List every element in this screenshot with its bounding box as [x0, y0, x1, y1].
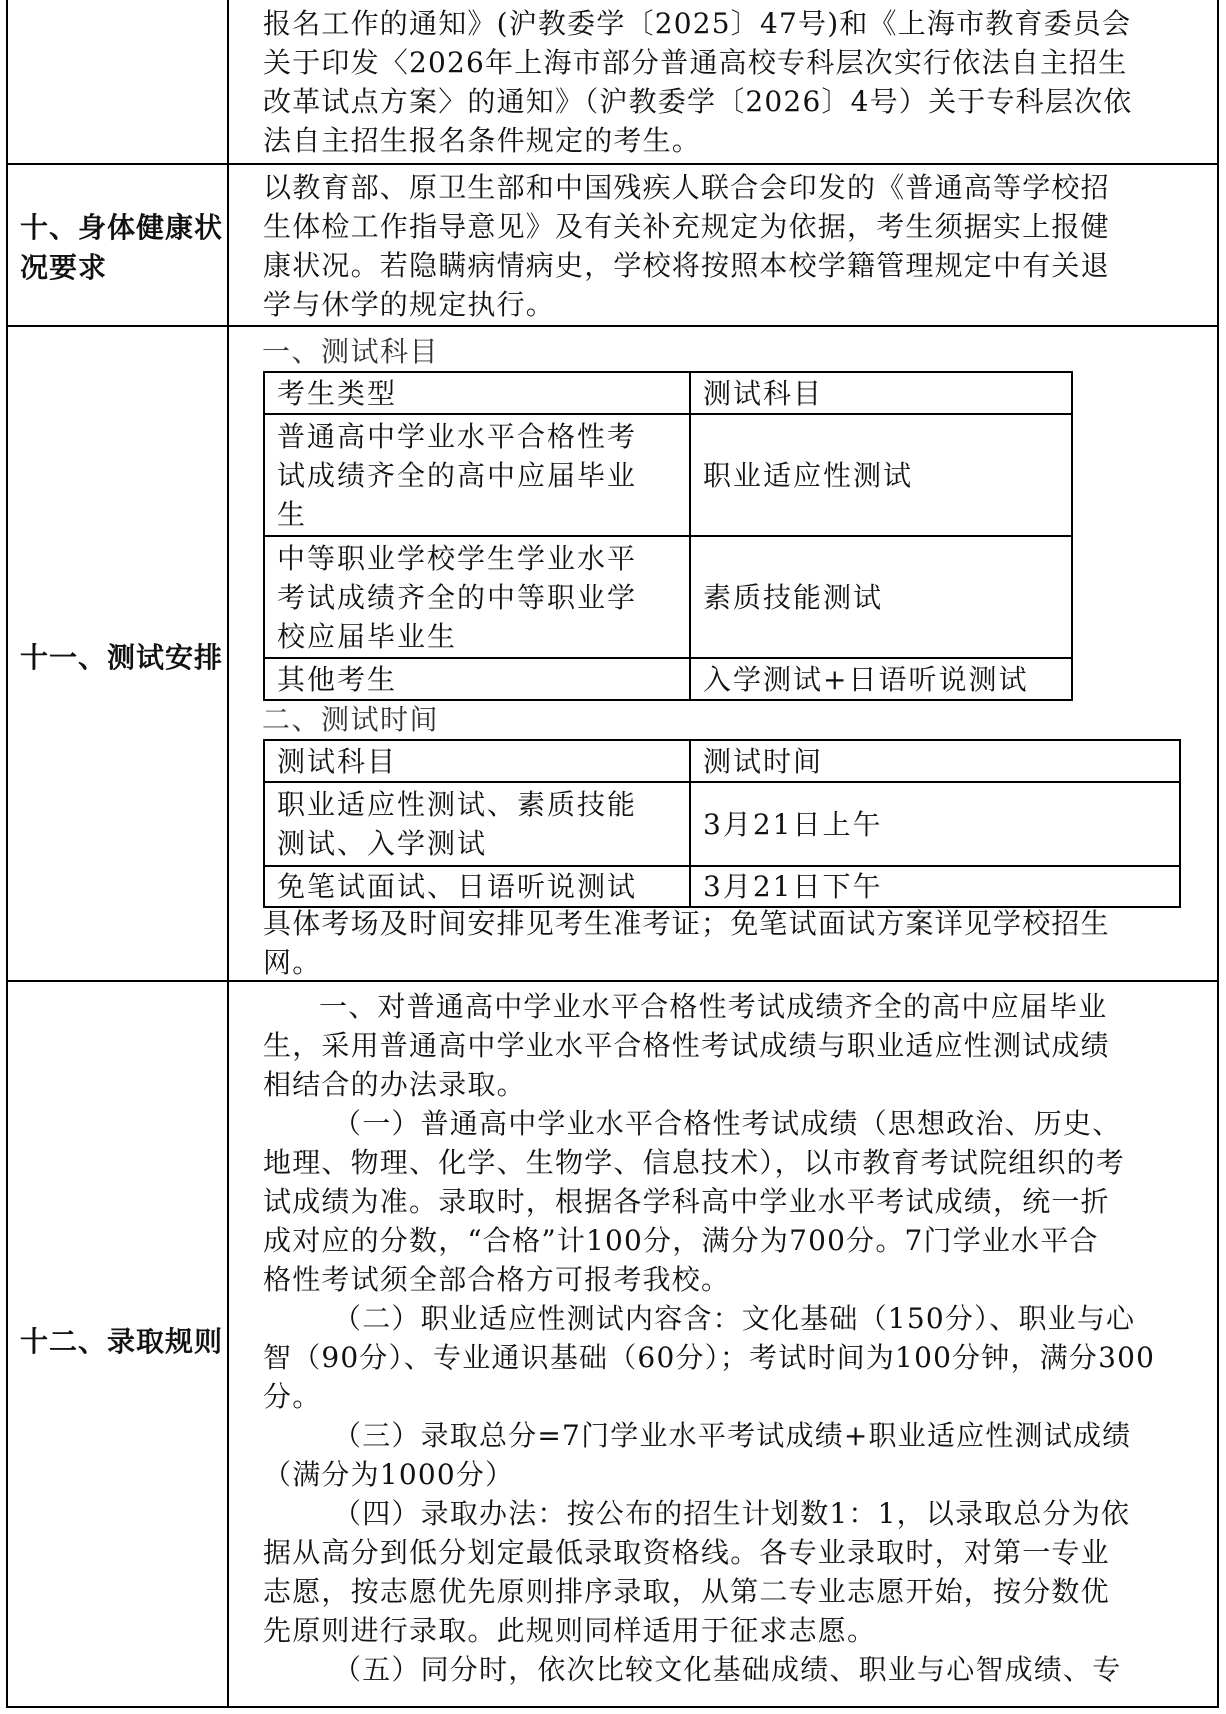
- paragraph: [263, 1104, 1203, 1299]
- text-line: 报名工作的通知》(沪教委学〔2025〕47号)和《上海市教育委员会: [263, 7, 1132, 40]
- table-header-cell: 考生类型: [264, 372, 690, 414]
- table-left-border: [6, 0, 8, 1708]
- row12-label: 十二、录取规则: [20, 1325, 224, 1358]
- paragraph: [263, 987, 1203, 1104]
- table-row: [264, 536, 1072, 658]
- table-header-row: [264, 372, 1072, 414]
- table-bottom-border: [6, 1706, 1219, 1708]
- row10-label: 十、身体健康状 况要求: [20, 211, 224, 284]
- text-line: 网。: [263, 946, 322, 979]
- text-line: 具体考场及时间安排见考生准考证；免笔试面试方案详见学校招生: [263, 907, 1110, 940]
- table-cell: 素质技能测试: [690, 536, 1072, 658]
- time-table: [263, 739, 1181, 908]
- text-line: （满分为1000分）: [263, 1458, 515, 1491]
- paragraph: [263, 1416, 1203, 1494]
- row9-content: [263, 4, 1203, 160]
- table-right-border: [1217, 0, 1219, 1708]
- text-line: 学与休学的规定执行。: [263, 288, 556, 321]
- text-line: 智（90分）、专业通识基础（60分）；考试时间为100分钟，满分300: [263, 1341, 1156, 1374]
- table-cell: 其他考生: [264, 658, 690, 700]
- table-row: [264, 658, 1072, 700]
- paragraph: [263, 1299, 1203, 1416]
- table-cell: 职业适应性测试: [690, 414, 1072, 536]
- subjects-table: [263, 371, 1073, 701]
- text-line: （二）职业适应性测试内容含：文化基础（150分）、职业与心: [333, 1302, 1136, 1335]
- text-line: 改革试点方案〉的通知》（沪教委学〔2026〕4号）关于专科层次依: [263, 85, 1133, 118]
- subjects-heading: 一、测试科目: [262, 335, 440, 368]
- table-cell: 免笔试面试、日语听说测试: [264, 866, 690, 907]
- text-line: 地理、物理、化学、生物学、信息技术），以市教育考试院组织的考: [263, 1146, 1126, 1179]
- text-line: 相结合的办法录取。: [263, 1068, 526, 1101]
- table-row: [264, 866, 1180, 907]
- table-header-cell: 测试科目: [690, 372, 1072, 414]
- table-cell: 3月21日下午: [690, 866, 1180, 907]
- text-line: 志愿，按志愿优先原则排序录取，从第二专业志愿开始，按分数优: [263, 1575, 1110, 1608]
- text-line: （三）录取总分=7门学业水平考试成绩+职业适应性测试成绩: [333, 1419, 1132, 1452]
- text-line: 一、对普通高中学业水平合格性考试成绩齐全的高中应届毕业: [319, 990, 1108, 1023]
- table-header-cell: 测试时间: [690, 740, 1180, 782]
- table-cell: 入学测试+日语听说测试: [690, 658, 1072, 700]
- text-line: 据从高分到低分划定最低录取资格线。各专业录取时，对第一专业: [263, 1536, 1110, 1569]
- text-line: 成对应的分数，“合格”计100分，满分为700分。7门学业水平合: [263, 1224, 1099, 1257]
- text-line: （四）录取办法：按公布的招生计划数1：1，以录取总分为依: [333, 1497, 1131, 1530]
- time-heading: 二、测试时间: [262, 703, 440, 736]
- text-line: 试成绩为准。录取时，根据各学科高中学业水平考试成绩，统一折: [263, 1185, 1110, 1218]
- text-line: 生，采用普通高中学业水平合格性考试成绩与职业适应性测试成绩: [263, 1029, 1110, 1062]
- row11-label: 十一、测试安排: [20, 641, 224, 674]
- text-line: 格性考试须全部合格方可报考我校。: [263, 1263, 731, 1296]
- text-line: 关于印发〈2026年上海市部分普通高校专科层次实行依法自主招生: [263, 46, 1128, 79]
- text-line: 先原则进行录取。此规则同样适用于征求志愿。: [263, 1614, 877, 1647]
- row11-note: [263, 904, 1203, 982]
- table-row: [264, 782, 1180, 866]
- text-line: 康状况。若隐瞒病情病史，学校将按照本校学籍管理规定中有关退: [263, 249, 1110, 282]
- table-cell: 职业适应性测试、素质技能 测试、入学测试: [264, 782, 690, 866]
- table-cell: 3月21日上午: [690, 782, 1180, 866]
- paragraph: [263, 1650, 1203, 1689]
- row12-content: [263, 987, 1203, 1689]
- text-line: （五）同分时，依次比较文化基础成绩、职业与心智成绩、专: [333, 1653, 1122, 1686]
- row-divider: [6, 163, 1219, 165]
- table-cell: 中等职业学校学生学业水平 考试成绩齐全的中等职业学 校应届毕业生: [264, 536, 690, 658]
- row-divider: [6, 325, 1219, 327]
- row10-content: [263, 168, 1203, 324]
- table-row: [264, 414, 1072, 536]
- table-header-cell: 测试科目: [264, 740, 690, 782]
- text-line: 生体检工作指导意见》及有关补充规定为依据，考生须据实上报健: [263, 210, 1110, 243]
- text-line: 法自主招生报名条件规定的考生。: [263, 124, 702, 157]
- text-line: 分。: [263, 1380, 322, 1413]
- text-line: （一）普通高中学业水平合格性考试成绩（思想政治、历史、: [333, 1107, 1122, 1140]
- table-header-row: [264, 740, 1180, 782]
- table-cell: 普通高中学业水平合格性考 试成绩齐全的高中应届毕业 生: [264, 414, 690, 536]
- paragraph: [263, 1494, 1203, 1650]
- text-line: 以教育部、原卫生部和中国残疾人联合会印发的《普通高等学校招: [263, 171, 1110, 204]
